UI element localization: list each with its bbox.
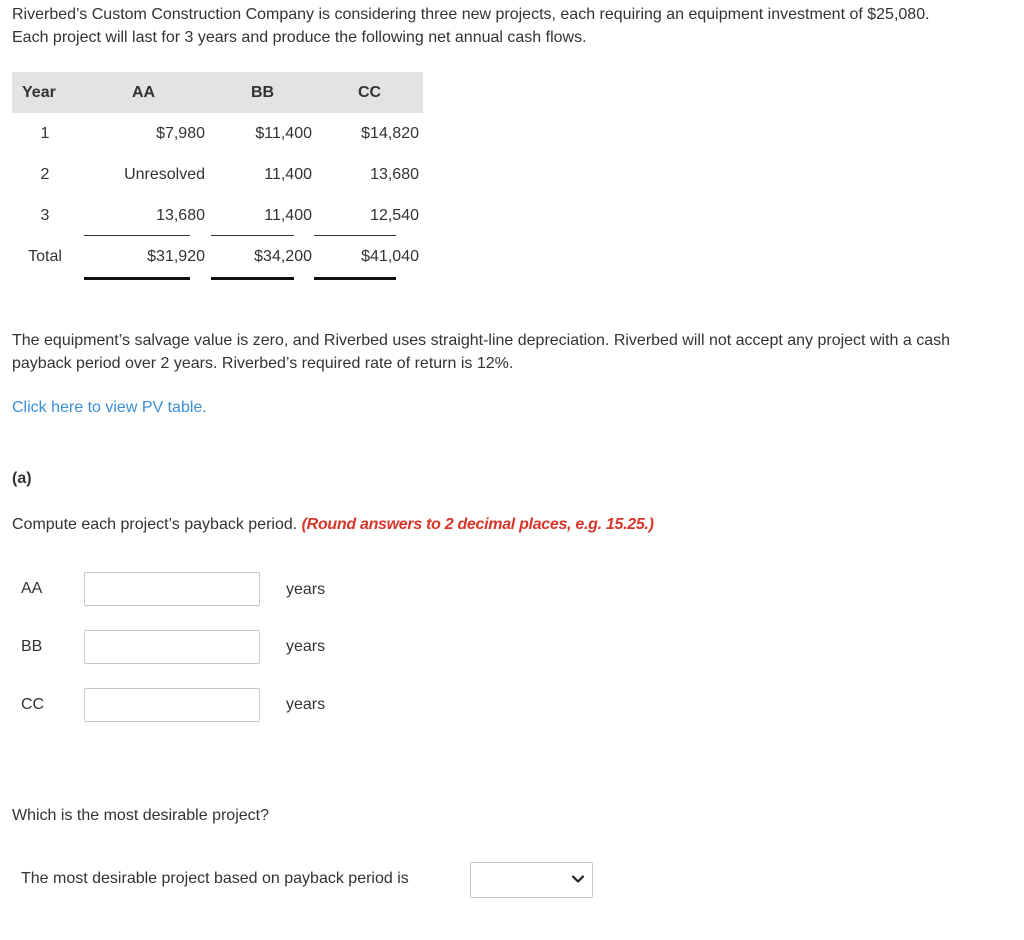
cell-year: 2 [40,165,50,183]
answer-label-cc: CC [21,696,45,713]
cell-year: 3 [40,206,50,224]
total-rule-aa [84,277,190,280]
intro-line-1: Riverbed’s Custom Construction Company is considering three new projects, each requiring an equipment investment of $25,080. [12,6,930,23]
select-prompt: The most desirable project based on payback period is [21,870,409,887]
unit-cc: years [286,696,326,713]
subtotal-rule-aa [84,235,190,236]
assumptions-line-2: payback period over 2 years. Riverbed’s required rate of return is 12%. [12,355,514,372]
cell-bb: $34,200 [254,247,312,265]
desirable-project-question: Which is the most desirable project? [12,807,269,824]
cell-cc: 12,540 [370,206,419,224]
subtotal-rule-bb [211,235,294,236]
cell-aa: $7,980 [156,124,205,142]
cell-cc: $41,040 [361,247,419,265]
header-cc: CC [316,72,423,113]
cell-bb: $11,400 [255,124,312,142]
table-header-row [12,72,423,113]
cell-cc: 13,680 [370,165,419,183]
payback-cc-input[interactable] [84,688,260,722]
cell-bb: 11,400 [264,206,312,224]
cash-flow-table [12,72,423,277]
answer-label-bb: BB [21,638,43,655]
cell-cc: $14,820 [361,124,419,142]
rounding-hint: (Round answers to 2 decimal places, e.g. 15.25.) [301,516,654,533]
most-desirable-project-select[interactable] [470,862,593,898]
answer-label-aa: AA [21,580,43,597]
total-rule-cc [314,277,396,280]
payback-aa-input[interactable] [84,572,260,606]
cell-aa: 13,680 [156,206,205,224]
table-row-total [12,236,423,277]
cell-aa: $31,920 [147,247,205,265]
cell-aa: Unresolved [124,165,205,183]
cell-bb: 11,400 [264,165,312,183]
table-row [12,154,423,195]
header-year: Year [12,72,78,113]
header-aa: AA [78,72,209,113]
table-row [12,113,423,154]
subtotal-rule-cc [314,235,396,236]
unit-aa: years [286,581,326,598]
part-a-label: (a) [12,470,32,487]
cell-year: Total [28,247,62,265]
unit-bb: years [286,638,326,655]
cell-year: 1 [40,124,50,142]
part-a-instruction: Compute each project’s payback period. [12,516,298,533]
payback-bb-input[interactable] [84,630,260,664]
pv-table-link[interactable]: Click here to view PV table. [12,399,207,416]
total-rule-bb [211,277,294,280]
intro-line-2: Each project will last for 3 years and produce the following net annual cash flows. [12,29,587,46]
header-bb: BB [209,72,316,113]
part-a-instruction-line [12,516,654,534]
assumptions-line-1: The equipment’s salvage value is zero, and Riverbed uses straight-line depreciation. Riverbed will not accept any project with a cash [12,332,950,349]
table-row [12,195,423,236]
chevron-down-icon [571,872,585,886]
